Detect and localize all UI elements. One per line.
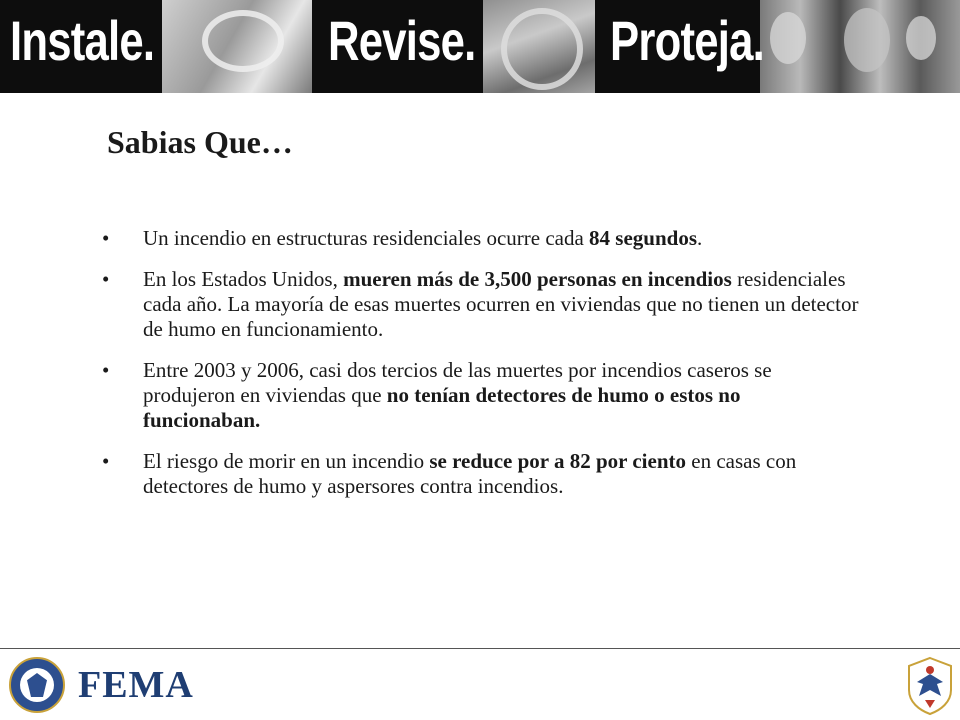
fema-logo: FEMA [78, 664, 194, 706]
fact-text: El riesgo de morir en un incendio se reduce por a 82 por ciento en casas con detectores de humo y aspersores contra incendios. [143, 449, 797, 498]
fact-list [102, 226, 862, 515]
family-faces-photo [760, 0, 960, 93]
slide-title: Sabias Que… [107, 124, 293, 160]
bullet-icon: • [102, 267, 110, 291]
fact-text: Entre 2003 y 2006, casi dos tercios de las muertes por incendios caseros se produjeron en viviendas que no tenían detectores de humo o estos no funcionaban. [143, 358, 772, 432]
fire-admin-shield-icon [905, 656, 955, 716]
detector-test-photo [483, 0, 595, 93]
bullet-icon: • [102, 226, 110, 250]
header-banner [0, 0, 960, 93]
fact-text: Un incendio en estructuras residenciales ocurre cada 84 segundos. [143, 226, 703, 250]
dhs-seal-icon [9, 657, 65, 713]
banner-word-install: Instale. [10, 9, 155, 72]
fact-text: En los Estados Unidos, mueren más de 3,500 personas en incendios residenciales cada año. La mayoría de esas muertes ocurren en viviendas que no tienen un detector de humo en funcionamiento. [143, 267, 859, 341]
banner-word-protect: Proteja. [610, 9, 764, 72]
fact-item [102, 267, 862, 342]
smoke-alarm-photo [162, 0, 312, 93]
footer-divider [0, 648, 960, 649]
fact-item [102, 449, 862, 499]
bullet-icon: • [102, 449, 110, 473]
banner-word-check: Revise. [328, 9, 476, 72]
fact-item [102, 226, 862, 251]
bullet-icon: • [102, 358, 110, 382]
fact-item [102, 358, 862, 433]
